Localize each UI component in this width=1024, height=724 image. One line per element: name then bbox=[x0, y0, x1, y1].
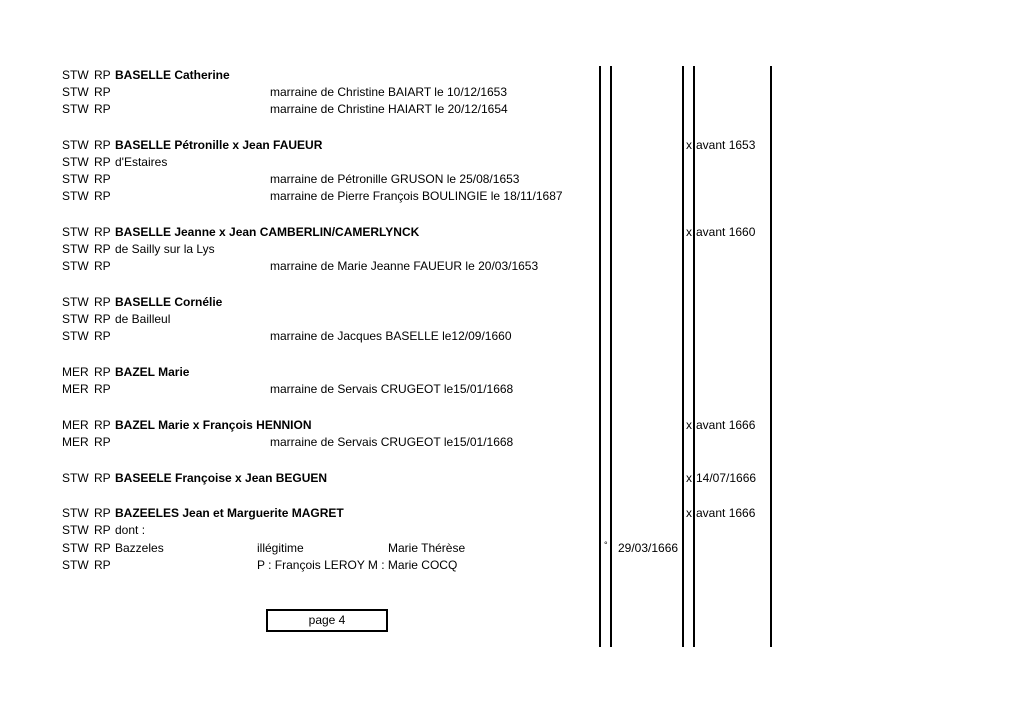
person-name: BASELLE Pétronille x Jean FAUEUR bbox=[115, 138, 323, 152]
column-divider bbox=[682, 66, 684, 647]
marriage-date: 14/07/1666 bbox=[696, 471, 757, 485]
register-type: RP bbox=[94, 102, 111, 116]
parish-code: STW bbox=[62, 102, 89, 116]
register-type: RP bbox=[94, 329, 111, 343]
person-name: BASELLE Cornélie bbox=[115, 295, 223, 309]
parish-code: STW bbox=[62, 155, 89, 169]
register-type: RP bbox=[94, 225, 111, 239]
record-description: marraine de Jacques BASELLE le12/09/1660 bbox=[270, 329, 512, 343]
column-divider bbox=[599, 66, 601, 647]
child-status: illégitime bbox=[257, 541, 304, 555]
register-type: RP bbox=[94, 365, 111, 379]
origin-place: de Bailleul bbox=[115, 312, 171, 326]
marriage-date: avant 1660 bbox=[696, 225, 756, 239]
origin-place: de Sailly sur la Lys bbox=[115, 242, 215, 256]
register-type: RP bbox=[94, 242, 111, 256]
marriage-mark: x bbox=[686, 471, 692, 485]
parish-code: STW bbox=[62, 506, 89, 520]
parish-code: MER bbox=[62, 382, 89, 396]
column-divider bbox=[610, 66, 612, 647]
column-divider bbox=[693, 66, 695, 647]
child-surname: Bazzeles bbox=[115, 541, 164, 555]
register-type: RP bbox=[94, 471, 111, 485]
person-name: BAZEL Marie x François HENNION bbox=[115, 418, 312, 432]
record-description: marraine de Marie Jeanne FAUEUR le 20/03/1653 bbox=[270, 259, 539, 273]
record-description: marraine de Servais CRUGEOT le15/01/1668 bbox=[270, 435, 514, 449]
register-type: RP bbox=[94, 155, 111, 169]
person-name: BAZEL Marie bbox=[115, 365, 190, 379]
parish-code: STW bbox=[62, 242, 89, 256]
record-description: marraine de Pétronille GRUSON le 25/08/1653 bbox=[270, 172, 520, 186]
register-type: RP bbox=[94, 138, 111, 152]
marriage-mark: x bbox=[686, 418, 692, 432]
marriage-mark: x bbox=[686, 225, 692, 239]
birth-symbol: ° bbox=[604, 540, 608, 550]
person-name: BASELLE Catherine bbox=[115, 68, 230, 82]
register-type: RP bbox=[94, 85, 111, 99]
register-type: RP bbox=[94, 189, 111, 203]
person-name: BASEELE Françoise x Jean BEGUEN bbox=[115, 471, 328, 485]
marriage-mark: x bbox=[686, 138, 692, 152]
register-type: RP bbox=[94, 259, 111, 273]
marriage-mark: x bbox=[686, 506, 692, 520]
parish-code: STW bbox=[62, 138, 89, 152]
parish-code: STW bbox=[62, 295, 89, 309]
person-name: BAZEELES Jean et Marguerite MAGRET bbox=[115, 506, 344, 520]
record-description: marraine de Pierre François BOULINGIE le 18/11/1687 bbox=[270, 189, 563, 203]
marriage-date: avant 1666 bbox=[696, 506, 756, 520]
register-type: RP bbox=[94, 541, 111, 555]
parish-code: STW bbox=[62, 85, 89, 99]
column-divider bbox=[770, 66, 772, 647]
parish-code: MER bbox=[62, 365, 89, 379]
godparents: P : François LEROY M : Marie COCQ bbox=[257, 558, 458, 572]
register-type: RP bbox=[94, 506, 111, 520]
parish-code: STW bbox=[62, 68, 89, 82]
parish-code: MER bbox=[62, 418, 89, 432]
parish-code: STW bbox=[62, 523, 89, 537]
parish-code: STW bbox=[62, 225, 89, 239]
register-type: RP bbox=[94, 312, 111, 326]
register-type: RP bbox=[94, 558, 111, 572]
child-name: Marie Thérèse bbox=[388, 541, 466, 555]
record-description: marraine de Christine HAIART le 20/12/1654 bbox=[270, 102, 508, 116]
register-type: RP bbox=[94, 382, 111, 396]
register-type: RP bbox=[94, 523, 111, 537]
register-type: RP bbox=[94, 172, 111, 186]
parish-code: STW bbox=[62, 329, 89, 343]
register-type: RP bbox=[94, 418, 111, 432]
page-number-box: page 4 bbox=[266, 609, 388, 632]
register-type: RP bbox=[94, 295, 111, 309]
person-name: BASELLE Jeanne x Jean CAMBERLIN/CAMERLYNCK bbox=[115, 225, 420, 239]
parish-code: STW bbox=[62, 312, 89, 326]
parish-code: STW bbox=[62, 172, 89, 186]
parish-code: STW bbox=[62, 558, 89, 572]
record-description: marraine de Christine BAIART le 10/12/1653 bbox=[270, 85, 508, 99]
marriage-date: avant 1666 bbox=[696, 418, 756, 432]
parish-code: STW bbox=[62, 189, 89, 203]
marriage-date: avant 1653 bbox=[696, 138, 756, 152]
parish-code: STW bbox=[62, 259, 89, 273]
parish-code: STW bbox=[62, 541, 89, 555]
birth-date: 29/03/1666 bbox=[618, 541, 679, 555]
parish-code: STW bbox=[62, 471, 89, 485]
register-type: RP bbox=[94, 68, 111, 82]
register-type: RP bbox=[94, 435, 111, 449]
children-label: dont : bbox=[115, 523, 146, 537]
parish-code: MER bbox=[62, 435, 89, 449]
record-description: marraine de Servais CRUGEOT le15/01/1668 bbox=[270, 382, 514, 396]
origin-place: d'Estaires bbox=[115, 155, 168, 169]
